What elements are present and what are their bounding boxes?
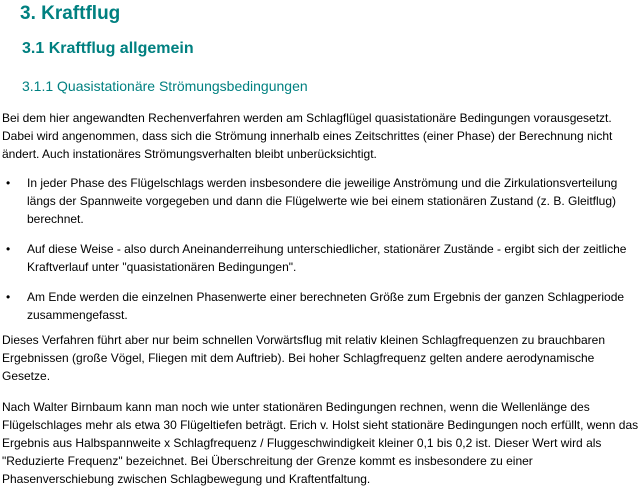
list-item xyxy=(0,288,639,324)
bullet-icon: • xyxy=(6,176,11,190)
chapter-heading: 3. Kraftflug xyxy=(20,3,121,24)
bullet-list xyxy=(0,174,643,324)
paragraph-validity: Dieses Verfahren führt aber nur beim schnellen Vorwärtsflug mit relativ kleinen Schlagfrequenzen zu brauchbaren Ergebnissen (große Vögel, Fliegen mit dem Auftrieb). Bei hoher Schlagfrequenz gelten andere aerodynamische Gesetze. xyxy=(2,333,605,383)
section-heading: 3.1 Kraftflug allgemein xyxy=(22,40,194,57)
list-item xyxy=(0,240,639,276)
subsection-heading: 3.1.1 Quasistationäre Strömungsbedingungen xyxy=(22,78,308,94)
bullet-icon: • xyxy=(6,242,11,256)
list-item-text: Am Ende werden die einzelnen Phasenwerte einer berechneten Größe zum Ergebnis der ganzen Schlagperiode zusammengefasst. xyxy=(27,290,625,322)
paragraph-reduced-frequency: Nach Walter Birnbaum kann man noch wie unter stationären Bedingungen rechnen, wenn die Wellenlänge des Flügelschlages mehr als etwa 30 Flügeltiefen beträgt. Erich v. Holst sieht stationäre Bedingungen noch erfüllt, wenn das Ergebnis aus Halbspannweite x Schlagfrequenz / Fluggeschwindigkeit kleiner 0,1 bis 0,2 ist. Dieser Wert wird als "Reduzierte Frequenz" bezeichnet. Bei Überschreitung der Grenze kommt es insbesondere zu einer Phasenverschiebung zwischen Schlagbewegung und Kraftentfaltung. xyxy=(2,400,639,486)
list-item-text: In jeder Phase des Flügelschlags werden insbesondere die jeweilige Anströmung und die Zirkulationsverteilung längs der Spannweite vorgegeben und dann die Flügelwerte wie bei einem stationären Zustand (z. B. Gleitflug) berechnet. xyxy=(27,176,618,226)
list-item xyxy=(0,174,639,228)
list-item-text: Auf diese Weise - also durch Aneinanderreihung unterschiedlicher, stationärer Zustände - ergibt sich der zeitliche Kraftverlauf unter "quasistationären Bedingungen". xyxy=(27,242,627,274)
bullet-icon: • xyxy=(6,290,11,304)
intro-paragraph: Bei dem hier angewandten Rechenverfahren werden am Schlagflügel quasistationäre Bedingungen vorausgesetzt. Dabei wird angenommen, dass sich die Strömung innerhalb eines Zeitschrittes (einer Phase) der Berechnung nicht ändert. Auch instationäres Strömungsverhalten bleibt unberücksichtigt. xyxy=(2,111,613,161)
